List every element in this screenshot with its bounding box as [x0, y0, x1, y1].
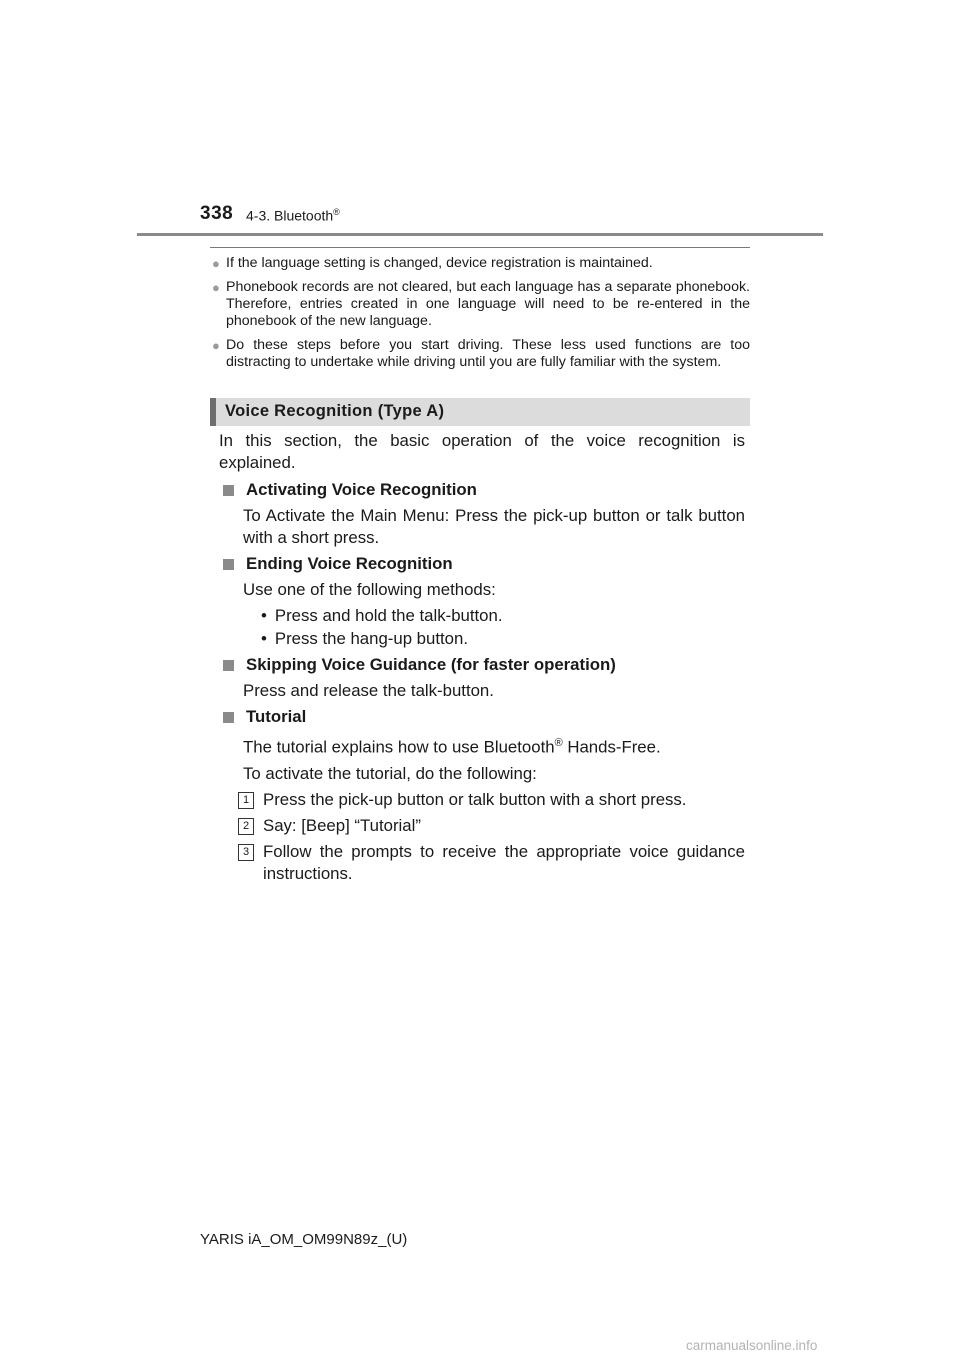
step-number-badge: 3 — [238, 844, 254, 861]
note-text: Phonebook records are not cleared, but each language has a separate phonebook. Therefore, entries created in one language will need to be re-entered in the phonebook of the new language. — [226, 279, 750, 329]
square-bullet-icon — [223, 485, 234, 496]
square-bullet-icon — [223, 712, 234, 723]
subsection-body — [243, 732, 745, 885]
header-rule — [137, 233, 823, 236]
note-item — [212, 337, 750, 371]
note-item — [212, 255, 750, 272]
step-number-badge: 1 — [238, 792, 254, 809]
footer-code: YARIS iA_OM_OM99N89z_(U) — [200, 1231, 408, 1248]
bullet-circle-icon: ● — [212, 256, 220, 271]
subsection-title — [219, 479, 745, 501]
bullet-circle-icon: ● — [212, 280, 220, 295]
paragraph: Press and release the talk-button. — [243, 681, 494, 700]
subsection-body — [243, 505, 745, 549]
paragraph: To Activate the Main Menu: Press the pick-up button or talk button with a short press. — [243, 506, 745, 547]
tutorial-text-end: Hands-Free. — [562, 737, 661, 757]
step-item — [238, 841, 745, 885]
section-heading — [210, 398, 750, 426]
subsection-title — [219, 654, 745, 676]
subsection-body — [243, 579, 745, 650]
list-item: • Press and hold the talk-button. — [261, 605, 745, 627]
subsection-title — [219, 553, 745, 575]
registered-mark: ® — [333, 207, 340, 217]
note-item — [212, 279, 750, 330]
list-item: • Press the hang-up button. — [261, 628, 745, 650]
page-number: 338 — [200, 203, 234, 224]
note-text: If the language setting is changed, device registration is maintained. — [226, 255, 653, 271]
subsection-title-text: Activating Voice Recognition — [246, 480, 477, 499]
notes-rule — [210, 247, 750, 248]
subsection-title-text: Tutorial — [246, 707, 307, 726]
step-text: Follow the prompts to receive the appropriate voice guidance instructions. — [263, 841, 745, 883]
subsection-activating — [219, 479, 745, 549]
subsection-skipping — [219, 654, 745, 702]
section-heading-text: Voice Recognition (Type A) — [225, 402, 445, 420]
step-text: Say: [Beep] “Tutorial” — [263, 815, 421, 835]
subsection-tutorial — [219, 706, 745, 885]
tutorial-text-start: The tutorial explains how to use Bluetooth — [243, 737, 555, 757]
subsection-ending — [219, 553, 745, 650]
section-title: 4-3. Bluetooth — [246, 207, 334, 224]
step-item — [238, 815, 745, 837]
subsection-body — [243, 680, 745, 702]
watermark: carmanualsonline.info — [686, 1338, 818, 1353]
main-content — [219, 430, 745, 889]
registered-mark: ® — [554, 737, 563, 749]
section-label — [246, 207, 340, 224]
subsection-title — [219, 706, 745, 728]
subsection-title-text: Skipping Voice Guidance (for faster operation) — [246, 655, 616, 674]
notes-list — [212, 255, 750, 378]
square-bullet-icon — [223, 660, 234, 671]
subsection-title-text: Ending Voice Recognition — [246, 554, 453, 573]
bullet-circle-icon: ● — [212, 338, 220, 353]
square-bullet-icon — [223, 559, 234, 570]
step-item — [238, 789, 745, 811]
intro-paragraph: In this section, the basic operation of the voice recognition is explained. — [219, 431, 745, 472]
note-text: Do these steps before you start driving. These less used functions are too distracting to undertake while driving until you are fully familiar with the system. — [226, 337, 750, 370]
step-number-badge: 2 — [238, 818, 254, 835]
paragraph — [243, 732, 745, 759]
paragraph: To activate the tutorial, do the following: — [243, 763, 537, 783]
paragraph: Use one of the following methods: — [243, 580, 496, 599]
step-text: Press the pick-up button or talk button with a short press. — [263, 789, 687, 809]
